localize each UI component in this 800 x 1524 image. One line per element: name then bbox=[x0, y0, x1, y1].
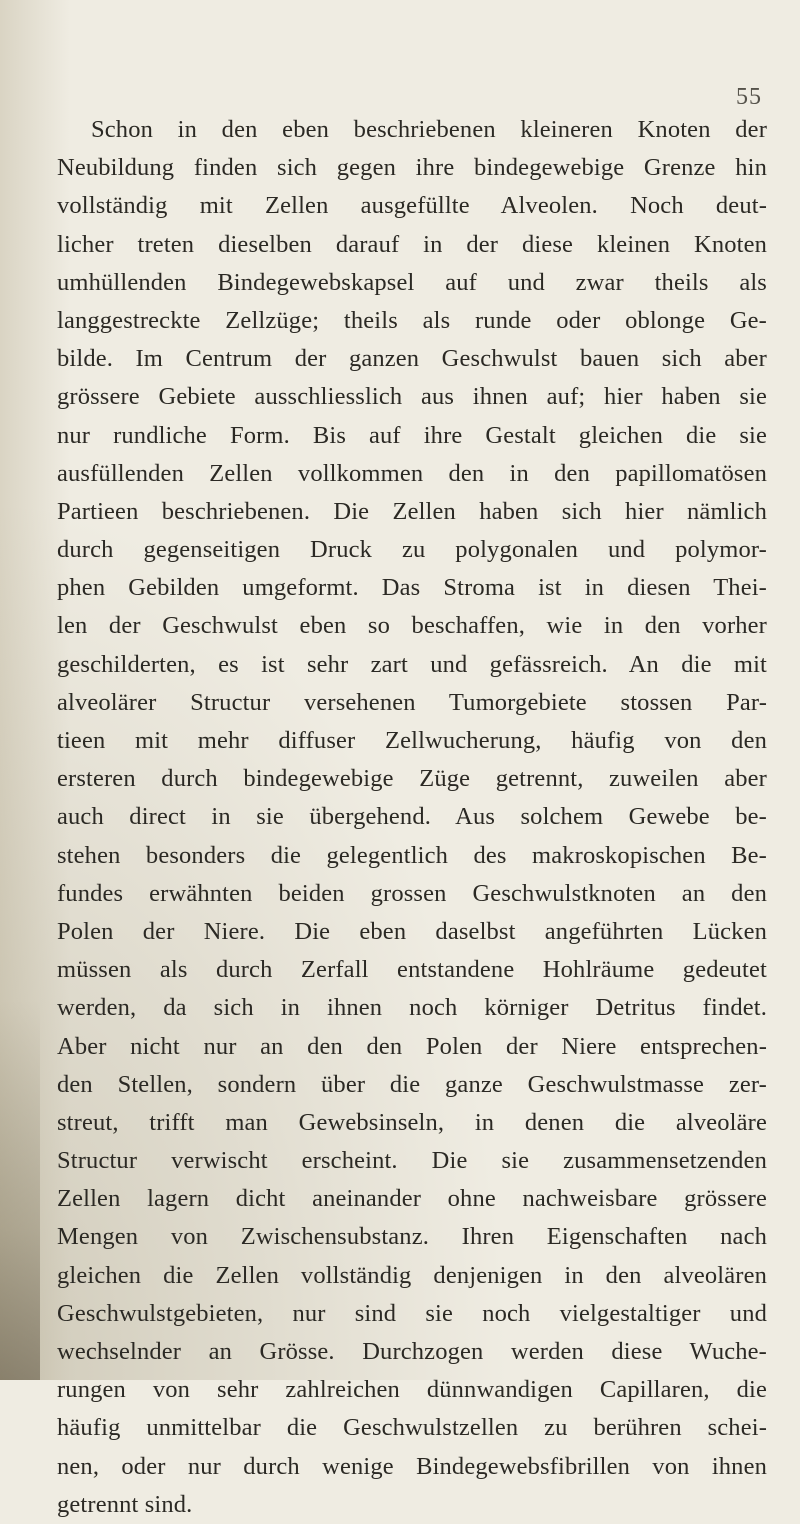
text-line: len der Geschwulst eben so beschaffen, wie in den vorher bbox=[57, 612, 767, 640]
text-line: nur rundliche Form. Bis auf ihre Gestalt gleichen die sie bbox=[57, 421, 767, 449]
text-line: geschilderten, es ist sehr zart und gefässreich. An die mit bbox=[57, 650, 767, 678]
text-line: vollständig mit Zellen ausgefüllte Alveolen. Noch deut- bbox=[57, 192, 767, 220]
text-line: auch direct in sie übergehend. Aus solchem Gewebe be- bbox=[57, 803, 767, 831]
text-line: rungen von sehr zahlreichen dünnwandigen Capillaren, die bbox=[57, 1376, 767, 1404]
text-line: durch gegenseitigen Druck zu polygonalen und polymor- bbox=[57, 536, 767, 564]
text-line: tieen mit mehr diffuser Zellwucherung, häufig von den bbox=[57, 727, 767, 754]
text-line: phen Gebilden umgeformt. Das Stroma ist in diesen Thei- bbox=[57, 574, 767, 602]
text-line: Neubildung finden sich gegen ihre bindegewebige Grenze hin bbox=[57, 154, 767, 182]
text-line: grössere Gebiete ausschliesslich aus ihnen auf; hier haben sie bbox=[57, 383, 767, 411]
text-line: Partieen beschriebenen. Die Zellen haben sich hier nämlich bbox=[57, 497, 767, 525]
text-line: licher treten dieselben darauf in der diese kleinen Knoten bbox=[57, 230, 767, 258]
text-line: Structur verwischt erscheint. Die sie zusammensetzenden bbox=[57, 1147, 767, 1175]
text-line: müssen als durch Zerfall entstandene Hohlräume gedeutet bbox=[57, 956, 767, 984]
text-line: streut, trifft man Gewebsinseln, in denen die alveoläre bbox=[57, 1108, 767, 1136]
text-line: umhüllenden Bindegewebskapsel auf und zwar theils als bbox=[57, 268, 767, 296]
page-number: 55 bbox=[736, 84, 762, 110]
text-line: werden, da sich in ihnen noch körniger Detritus findet. bbox=[57, 994, 767, 1022]
text-line: stehen besonders die gelegentlich des makroskopischen Be- bbox=[57, 841, 767, 869]
text-line: alveolärer Structur versehenen Tumorgebiete stossen Par- bbox=[57, 688, 767, 716]
text-line: Polen der Niere. Die eben daselbst angeführten Lücken bbox=[57, 917, 767, 945]
text-line: Schon in den eben beschriebenen kleineren Knoten der bbox=[91, 116, 767, 143]
text-line: den Stellen, sondern über die ganze Geschwulstmasse zer- bbox=[57, 1070, 767, 1098]
text-line: gleichen die Zellen vollständig denjenigen in den alveolären bbox=[57, 1261, 767, 1289]
text-line: langgestreckte Zellzüge; theils als runde oder oblonge Ge- bbox=[57, 306, 767, 334]
text-line: Zellen lagern dicht aneinander ohne nachweisbare grössere bbox=[57, 1185, 767, 1213]
text-line: Geschwulstgebieten, nur sind sie noch vielgestaltiger und bbox=[57, 1299, 767, 1327]
text-line: Mengen von Zwischensubstanz. Ihren Eigenschaften nach bbox=[57, 1223, 767, 1251]
page-edge-shadow bbox=[0, 1000, 40, 1380]
text-line: ausfüllenden Zellen vollkommen den in den papillomatösen bbox=[57, 459, 767, 487]
text-line: bilde. Im Centrum der ganzen Geschwulst bauen sich aber bbox=[57, 345, 767, 373]
text-line: nen, oder nur durch wenige Bindegewebsfibrillen von ihnen bbox=[57, 1452, 767, 1480]
text-line: Aber nicht nur an den den Polen der Niere entsprechen- bbox=[57, 1032, 767, 1060]
body-paragraph bbox=[57, 111, 767, 1524]
text-line: häufig unmittelbar die Geschwulstzellen zu berühren schei- bbox=[57, 1414, 767, 1442]
text-line: getrennt sind. bbox=[57, 1490, 193, 1518]
text-line: fundes erwähnten beiden grossen Geschwulstknoten an den bbox=[57, 879, 767, 907]
text-line: ersteren durch bindegewebige Züge getrennt, zuweilen aber bbox=[57, 765, 767, 793]
text-line: wechselnder an Grösse. Durchzogen werden diese Wuche- bbox=[57, 1338, 767, 1365]
